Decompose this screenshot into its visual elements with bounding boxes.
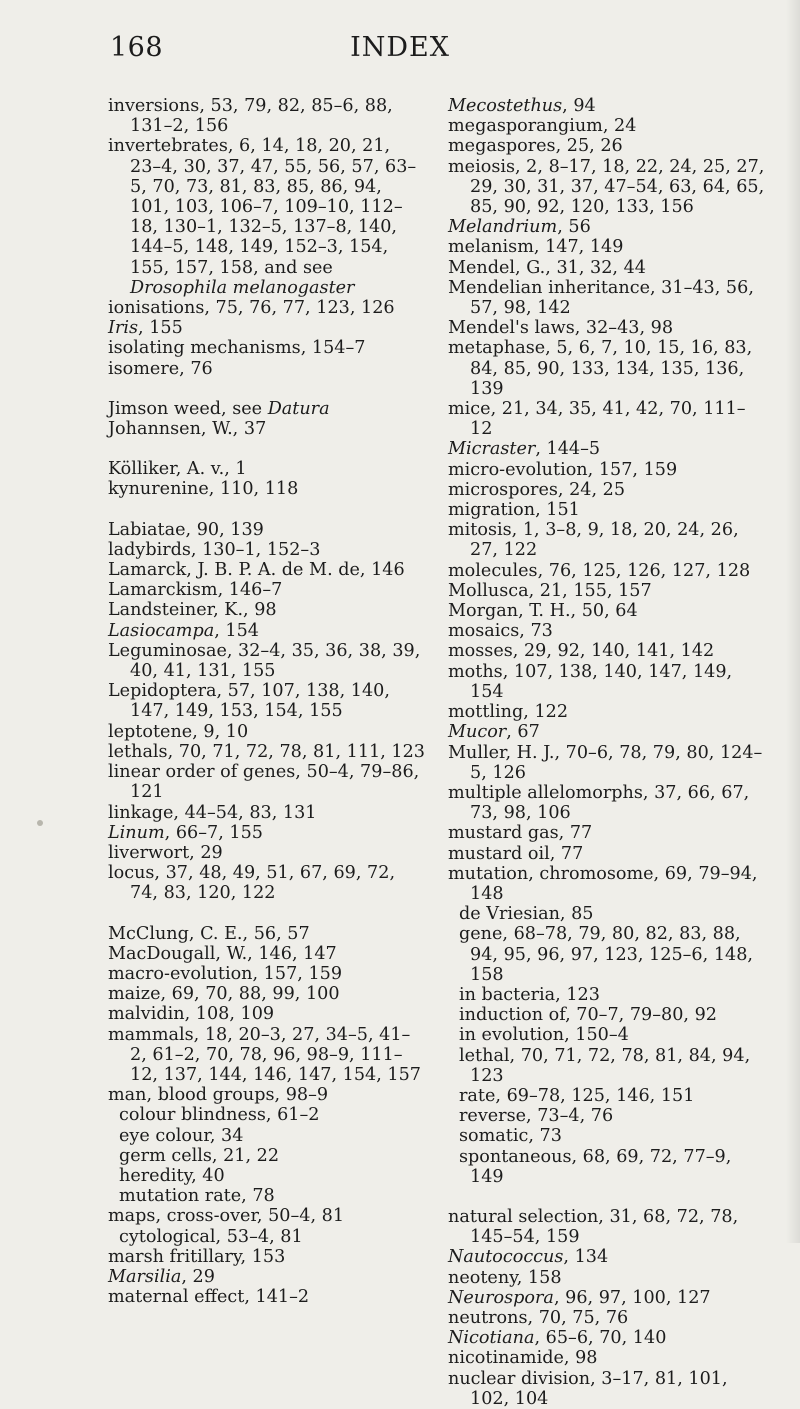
index-subentry bbox=[448, 1025, 766, 1045]
index-entry bbox=[108, 843, 426, 863]
index-text: Mollusca, 21, 155, 157 bbox=[448, 580, 652, 601]
index-subentry bbox=[448, 924, 766, 985]
index-text: moths, 107, 138, 140, 147, 149, 154 bbox=[448, 661, 733, 702]
index-text: isomere, 76 bbox=[108, 358, 213, 379]
index-text: colour blindness, 61–2 bbox=[119, 1105, 320, 1126]
index-entry bbox=[108, 1206, 426, 1226]
index-text: nicotinamide, 98 bbox=[448, 1348, 598, 1369]
index-text: mammals, 18, 20–3, 27, 34–5, 41–2, 61–2, 70, 78, 96, 98–9, 111–12, 137, 144, 146, 147, 154, 157 bbox=[108, 1024, 421, 1085]
index-text: meiosis, 2, 8–17, 18, 22, 24, 25, 27, 29, 30, 31, 37, 47–54, 63, 64, 65, 85, 90, 92, 120, 133, 156 bbox=[448, 156, 765, 218]
page-blemish bbox=[37, 820, 43, 826]
index-entry bbox=[108, 318, 426, 338]
index-entry bbox=[108, 762, 426, 802]
index-text: , 94 bbox=[562, 96, 596, 116]
index-subentry bbox=[448, 904, 766, 924]
index-entry bbox=[448, 278, 766, 318]
index-text: McClung, C. E., 56, 57 bbox=[108, 923, 310, 944]
index-entry bbox=[448, 338, 766, 399]
index-text: Mendelian inheritance, 31–43, 56, 57, 98, 142 bbox=[448, 277, 754, 319]
index-entry bbox=[448, 864, 766, 904]
index-text: melanism, 147, 149 bbox=[448, 237, 624, 258]
index-entry bbox=[448, 439, 766, 459]
index-text: , 67 bbox=[506, 722, 540, 743]
index-subentry bbox=[108, 1227, 426, 1247]
index-term-italic: Lasiocampa bbox=[108, 620, 215, 641]
index-text: ladybirds, 130–1, 152–3 bbox=[108, 539, 321, 560]
index-text: rate, 69–78, 125, 146, 151 bbox=[459, 1085, 695, 1106]
index-text: kynurenine, 110, 118 bbox=[108, 479, 299, 500]
index-entry bbox=[448, 823, 766, 843]
index-entry bbox=[108, 803, 426, 823]
index-column-left bbox=[108, 96, 426, 1307]
index-text: metaphase, 5, 6, 7, 10, 15, 16, 83, 84, 85, 90, 133, 134, 135, 136, 139 bbox=[448, 338, 753, 399]
index-text: germ cells, 21, 22 bbox=[119, 1145, 280, 1166]
index-text: mustard gas, 77 bbox=[448, 823, 593, 844]
index-text: , 154 bbox=[214, 620, 259, 641]
index-entry bbox=[108, 1247, 426, 1267]
index-entry bbox=[448, 844, 766, 864]
index-text: , 65–6, 70, 140 bbox=[534, 1328, 667, 1349]
index-entry bbox=[448, 157, 766, 218]
index-text: Morgan, T. H., 50, 64 bbox=[448, 601, 638, 622]
index-text: Lepidoptera, 57, 107, 138, 140, 147, 149, 153, 154, 155 bbox=[108, 681, 390, 722]
index-subentry bbox=[108, 1126, 426, 1146]
index-text: maternal effect, 141–2 bbox=[108, 1287, 310, 1308]
index-entry bbox=[108, 298, 426, 318]
index-entry bbox=[448, 1268, 766, 1288]
index-term-italic: Mucor bbox=[448, 722, 507, 743]
index-text: microspores, 24, 25 bbox=[448, 479, 626, 500]
index-entry bbox=[108, 338, 426, 358]
index-entry bbox=[448, 641, 766, 661]
index-entry bbox=[448, 743, 766, 783]
index-entry bbox=[448, 96, 766, 116]
index-subentry bbox=[108, 1105, 426, 1125]
index-entry bbox=[448, 480, 766, 500]
index-entry bbox=[448, 237, 766, 257]
index-entry bbox=[108, 1287, 426, 1307]
index-entry bbox=[448, 702, 766, 722]
index-entry bbox=[448, 783, 766, 823]
page-edge-shadow bbox=[786, 0, 800, 1243]
index-text: ionisations, 75, 76, 77, 123, 126 bbox=[108, 298, 395, 319]
index-term-italic: Linum bbox=[108, 822, 165, 843]
index-text: Lamarckism, 146–7 bbox=[108, 580, 283, 601]
index-subentry bbox=[448, 1126, 766, 1146]
index-text: linkage, 44–54, 83, 131 bbox=[108, 802, 317, 823]
index-text: , 155 bbox=[138, 318, 183, 339]
index-text: locus, 37, 48, 49, 51, 67, 69, 72, 74, 83, 120, 122 bbox=[108, 863, 396, 904]
index-text: eye colour, 34 bbox=[119, 1125, 244, 1146]
index-term-italic: Iris bbox=[108, 318, 139, 339]
index-text: invertebrates, 6, 14, 18, 20, 21, 23–4, 30, 37, 47, 55, 56, 57, 63–5, 70, 73, 81, 83, 85, 86, 94, 101, 103, 106–7, 109–10, 112–18, 130–1, 132–5, 137–8, 140, 144–5, 148, 149, 152–3, 154, 155, 157, 158, and see bbox=[108, 136, 417, 278]
index-entry bbox=[108, 136, 426, 298]
index-text: maps, cross-over, 50–4, 81 bbox=[108, 1206, 345, 1227]
index-text: Mendel's laws, 32–43, 98 bbox=[448, 318, 674, 339]
index-text: Johannsen, W., 37 bbox=[108, 419, 267, 440]
index-entry bbox=[448, 722, 766, 742]
index-subentry bbox=[448, 1046, 766, 1086]
index-entry bbox=[108, 1085, 426, 1105]
index-text: mutation, chromosome, 69, 79–94, 148 bbox=[448, 863, 758, 904]
index-text: MacDougall, W., 146, 147 bbox=[108, 943, 337, 964]
index-entry bbox=[448, 1308, 766, 1328]
index-text: Leguminosae, 32–4, 35, 36, 38, 39, 40, 41, 131, 155 bbox=[108, 640, 421, 682]
index-text: lethal, 70, 71, 72, 78, 81, 84, 94, 123 bbox=[459, 1045, 751, 1086]
index-term-italic: Datura bbox=[267, 398, 330, 419]
index-text: mitosis, 1, 3–8, 9, 18, 20, 24, 26, 27, 122 bbox=[448, 520, 739, 561]
index-text: Jimson weed, see bbox=[108, 398, 268, 419]
index-entry bbox=[448, 258, 766, 278]
page-header bbox=[0, 26, 800, 70]
index-entry bbox=[108, 96, 426, 136]
index-text: reverse, 73–4, 76 bbox=[459, 1106, 614, 1127]
index-text: spontaneous, 68, 69, 72, 77–9, 149 bbox=[459, 1146, 732, 1187]
index-entry bbox=[108, 399, 426, 419]
index-text: , 66–7, 155 bbox=[164, 822, 263, 843]
index-text: cytological, 53–4, 81 bbox=[119, 1226, 303, 1247]
index-entry bbox=[108, 944, 426, 964]
index-text: gene, 68–78, 79, 80, 82, 83, 88, 94, 95, 96, 97, 123, 125–6, 148, 158 bbox=[459, 924, 753, 985]
index-entry bbox=[108, 600, 426, 620]
index-subentry bbox=[108, 1166, 426, 1186]
index-column-right bbox=[448, 96, 766, 1409]
index-text: man, blood groups, 98–9 bbox=[108, 1085, 329, 1106]
index-text: in evolution, 150–4 bbox=[459, 1025, 629, 1046]
index-text: , 144–5 bbox=[535, 439, 601, 460]
index-entry bbox=[448, 217, 766, 237]
index-text: micro-evolution, 157, 159 bbox=[448, 459, 678, 480]
index-entry bbox=[108, 540, 426, 560]
index-text: maize, 69, 70, 88, 99, 100 bbox=[108, 984, 340, 1005]
index-text: nuclear division, 3–17, 81, 101, 102, 104 bbox=[448, 1368, 728, 1409]
index-entry bbox=[448, 399, 766, 439]
index-entry bbox=[448, 500, 766, 520]
index-term-italic: Nicotiana bbox=[448, 1328, 535, 1349]
index-text: Muller, H. J., 70–6, 78, 79, 80, 124–5, 126 bbox=[448, 742, 763, 783]
index-text: megasporangium, 24 bbox=[448, 116, 637, 137]
index-text: linear order of genes, 50–4, 79–86, 121 bbox=[108, 762, 420, 803]
index-entry bbox=[448, 1348, 766, 1368]
index-text: inversions, 53, 79, 82, 85–6, 88, 131–2, 156 bbox=[108, 96, 393, 137]
index-entry bbox=[448, 1369, 766, 1409]
index-text: Labiatae, 90, 139 bbox=[108, 519, 264, 540]
index-text: neoteny, 158 bbox=[448, 1267, 562, 1288]
index-text: migration, 151 bbox=[448, 500, 580, 521]
index-entry bbox=[448, 318, 766, 338]
index-entry bbox=[108, 580, 426, 600]
index-text: , 96, 97, 100, 127 bbox=[553, 1287, 711, 1308]
index-text: in bacteria, 123 bbox=[459, 984, 600, 1005]
index-text: isolating mechanisms, 154–7 bbox=[108, 338, 366, 359]
index-entry bbox=[448, 1288, 766, 1308]
running-head: INDEX bbox=[350, 32, 450, 63]
index-term-italic: Melandrium bbox=[448, 217, 558, 238]
index-term-italic: Neurospora bbox=[448, 1287, 554, 1308]
index-text: marsh fritillary, 153 bbox=[108, 1246, 286, 1267]
index-entry bbox=[108, 722, 426, 742]
index-subentry bbox=[108, 1146, 426, 1166]
index-text: mutation rate, 78 bbox=[119, 1186, 275, 1207]
index-text: mosaics, 73 bbox=[448, 621, 553, 642]
index-entry bbox=[108, 984, 426, 1004]
index-subentry bbox=[448, 1086, 766, 1106]
index-entry bbox=[108, 1025, 426, 1086]
index-subentry bbox=[448, 985, 766, 1005]
index-term-italic: Mecostethus bbox=[448, 96, 563, 116]
index-entry bbox=[448, 520, 766, 560]
index-text: mustard oil, 77 bbox=[448, 843, 584, 864]
index-text: neutrons, 70, 75, 76 bbox=[448, 1307, 629, 1328]
index-entry bbox=[448, 116, 766, 136]
index-entry bbox=[108, 742, 426, 762]
index-entry bbox=[108, 459, 426, 479]
index-entry bbox=[448, 621, 766, 641]
index-text: natural selection, 31, 68, 72, 78, 145–54, 159 bbox=[448, 1206, 739, 1248]
index-entry bbox=[448, 136, 766, 156]
index-subentry bbox=[108, 1186, 426, 1206]
index-term-italic: Nautococcus bbox=[448, 1247, 564, 1268]
index-entry bbox=[448, 561, 766, 581]
index-text: Mendel, G., 31, 32, 44 bbox=[448, 257, 646, 278]
index-term-italic: Micraster bbox=[448, 439, 536, 460]
index-entry bbox=[108, 359, 426, 379]
index-term-italic: Marsilia bbox=[108, 1266, 182, 1287]
index-entry bbox=[448, 1328, 766, 1348]
index-text: , 29 bbox=[181, 1266, 215, 1287]
index-entry bbox=[108, 479, 426, 499]
index-text: induction of, 70–7, 79–80, 92 bbox=[459, 1005, 717, 1026]
index-entry bbox=[108, 964, 426, 984]
index-text: multiple allelomorphs, 37, 66, 67, 73, 98, 106 bbox=[448, 782, 750, 824]
index-entry bbox=[108, 560, 426, 580]
index-text: de Vriesian, 85 bbox=[459, 904, 594, 925]
index-text: Landsteiner, K., 98 bbox=[108, 600, 277, 621]
index-text: mosses, 29, 92, 140, 141, 142 bbox=[448, 641, 715, 662]
index-entry bbox=[108, 641, 426, 681]
index-entry bbox=[108, 520, 426, 540]
index-text: malvidin, 108, 109 bbox=[108, 1004, 275, 1025]
index-entry bbox=[448, 1247, 766, 1267]
index-text: macro-evolution, 157, 159 bbox=[108, 963, 343, 984]
index-text: mottling, 122 bbox=[448, 702, 569, 723]
index-text: heredity, 40 bbox=[119, 1165, 225, 1186]
index-text: mice, 21, 34, 35, 41, 42, 70, 111–12 bbox=[448, 399, 746, 440]
index-entry bbox=[108, 863, 426, 903]
index-text: liverwort, 29 bbox=[108, 842, 223, 863]
index-text: Kölliker, A. v., 1 bbox=[108, 459, 247, 480]
index-entry bbox=[108, 681, 426, 721]
index-entry bbox=[108, 823, 426, 843]
index-text: lethals, 70, 71, 72, 78, 81, 111, 123 bbox=[108, 741, 425, 762]
index-term-italic: Drosophila melanogaster bbox=[130, 277, 355, 298]
index-entry bbox=[448, 581, 766, 601]
index-entry bbox=[448, 662, 766, 702]
index-subentry bbox=[448, 1106, 766, 1126]
index-text: , 134 bbox=[563, 1247, 609, 1268]
index-text: leptotene, 9, 10 bbox=[108, 721, 249, 742]
index-entry bbox=[448, 1207, 766, 1247]
index-entry bbox=[108, 1267, 426, 1287]
index-entry bbox=[108, 419, 426, 439]
index-subentry bbox=[448, 1005, 766, 1025]
index-entry bbox=[448, 601, 766, 621]
index-text: Lamarck, J. B. P. A. de M. de, 146 bbox=[108, 560, 405, 581]
index-entry bbox=[448, 460, 766, 480]
index-entry bbox=[108, 1004, 426, 1024]
index-subentry bbox=[448, 1147, 766, 1187]
page-number: 168 bbox=[110, 32, 164, 63]
index-entry bbox=[108, 924, 426, 944]
index-text: megaspores, 25, 26 bbox=[448, 136, 623, 157]
index-text: somatic, 73 bbox=[459, 1126, 562, 1147]
index-entry bbox=[108, 621, 426, 641]
index-text: , 56 bbox=[557, 217, 591, 238]
index-text: molecules, 76, 125, 126, 127, 128 bbox=[448, 560, 751, 581]
